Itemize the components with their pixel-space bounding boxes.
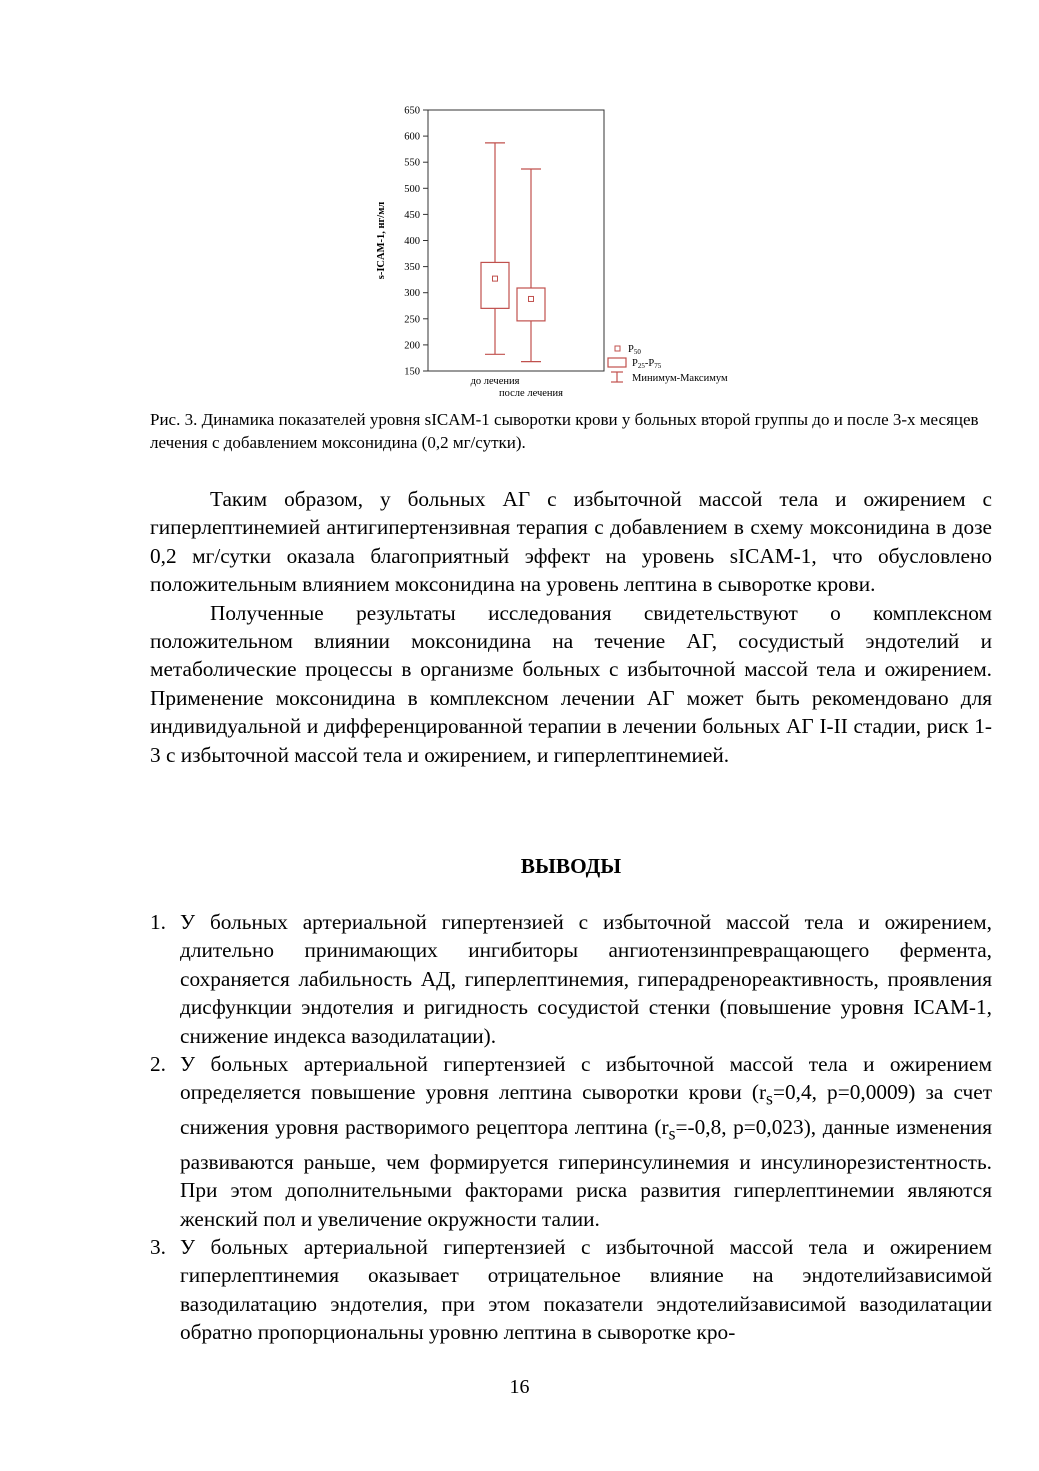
list-text: У больных артериальной гипертензией с избыточной массой тела и ожирением, длительно принимающих ингибиторы ангиотензинпревращающего фермента, сохраняется лабильность АД, гиперлептинемия, гиперадренореактивность, проявления дисфункции эндотелия и ригидность сосудистой стенки (повышение уровня ICAM-1, снижение индекса вазодилатации). bbox=[180, 910, 992, 1048]
legend-subscript: 25 bbox=[637, 362, 645, 370]
list-text bbox=[180, 1050, 992, 1233]
y-tick-label: 250 bbox=[404, 314, 420, 326]
legend-range-label: Минимум-Максимум bbox=[632, 373, 728, 384]
plot-frame bbox=[428, 110, 604, 371]
list-item bbox=[150, 1233, 992, 1347]
list-number: 2. bbox=[150, 1052, 166, 1077]
y-tick-label: 550 bbox=[404, 157, 420, 169]
y-tick-label: 450 bbox=[404, 209, 420, 221]
y-tick-label: 400 bbox=[404, 236, 420, 247]
body-text bbox=[150, 485, 992, 769]
y-tick-label: 300 bbox=[404, 288, 420, 300]
list-number: 1. bbox=[150, 910, 166, 934]
iqr-box bbox=[517, 288, 545, 321]
list-text: У больных артериальной гипертензией с избыточной массой тела и ожирением гиперлептинемия оказывает отрицательное влияние на эндотелийзависимой вазодилатацию эндотелия, при этом показатели эндотелийзависимой вазодилатации обратно пропорциональны уровню лептина в сыворотке кро- bbox=[180, 1234, 992, 1345]
legend-text: P bbox=[648, 358, 655, 369]
text-run: =-0,8, p=0,023), данные изменения развиваются раньше, чем формируется гиперинсулинемия и инсулинорезистентность. При этом дополнительными факторами риска развития гиперлептинемии являются женский пол и увеличение окружности талии. bbox=[180, 1115, 992, 1231]
list-number: 3. bbox=[150, 1234, 166, 1259]
x-tick-label: после лечения bbox=[499, 388, 563, 399]
boxplot-svg bbox=[360, 98, 760, 408]
legend-subscript: 50 bbox=[633, 348, 641, 356]
legend-median-label bbox=[628, 344, 641, 356]
figure-chart bbox=[360, 98, 760, 408]
y-tick-label: 150 bbox=[404, 366, 420, 378]
conclusions-list bbox=[150, 908, 992, 1347]
legend-median-swatch bbox=[615, 346, 620, 351]
page-number: 16 bbox=[509, 1376, 530, 1398]
text-run: У больных артериальной гипертензией с избыточной массой тела и ожирением определяется повышение уровня лептина сыворотки крови (r bbox=[180, 1052, 992, 1105]
median-marker bbox=[529, 296, 534, 301]
list-item bbox=[150, 908, 992, 1050]
legend-iqr-label bbox=[632, 358, 662, 370]
y-tick-label: 350 bbox=[404, 262, 420, 274]
legend-text: P bbox=[632, 358, 638, 369]
legend-text: P bbox=[628, 344, 634, 355]
iqr-box bbox=[481, 262, 509, 308]
median-marker bbox=[493, 276, 498, 281]
paragraph: Таким образом, у больных АГ с избыточной массой тела и ожирением с гиперлептинемией антигипертензивная терапия с добавлением в схему моксонидина в дозе 0,2 мг/сутки оказала благоприятный эффект на уровень sICAM-1, что обусловлено положительным влиянием моксонидина на уровень лептина в сыворотке крови. bbox=[150, 487, 992, 597]
legend-text: - bbox=[644, 358, 649, 369]
y-tick-label: 200 bbox=[404, 340, 420, 352]
y-axis-label: s-ICAM-1, нг/мл bbox=[376, 201, 387, 280]
paragraph: Полученные результаты исследования свидетельствуют о комплексном положительном влиянии моксонидина на течение АГ, сосудистый эндотелий и метаболические процессы в организме больных с избыточной массой тела и ожирением. Применение моксонидина в комплексном лечении АГ может быть рекомендовано для индивидуальной и дифференцированной терапии в лечении больных АГ I-II стадии, риск 1-3 с избыточной массой тела и ожирением, и гиперлептинемией. bbox=[150, 600, 992, 767]
x-tick-label: до лечения bbox=[470, 376, 520, 387]
legend-iqr-swatch bbox=[608, 358, 626, 367]
y-tick-label: 500 bbox=[404, 183, 420, 195]
subscript: s bbox=[766, 1088, 773, 1109]
y-tick-label: 600 bbox=[404, 131, 420, 143]
legend-subscript: 75 bbox=[654, 362, 662, 370]
y-tick-label: 650 bbox=[404, 105, 420, 117]
subscript: s bbox=[668, 1123, 676, 1144]
text-run: =0,4, p=0,0009) за счет снижения уровня растворимого рецептора лептина (r bbox=[180, 1080, 992, 1140]
list-item bbox=[150, 1050, 992, 1233]
section-heading: ВЫВОДЫ bbox=[520, 854, 622, 878]
figure-caption: Рис. 3. Динамика показателей уровня sICAM-1 сыворотки крови у больных второй группы до и после 3-х месяцев лечения с добавлением моксонидина (0,2 мг/сутки). bbox=[150, 410, 979, 452]
